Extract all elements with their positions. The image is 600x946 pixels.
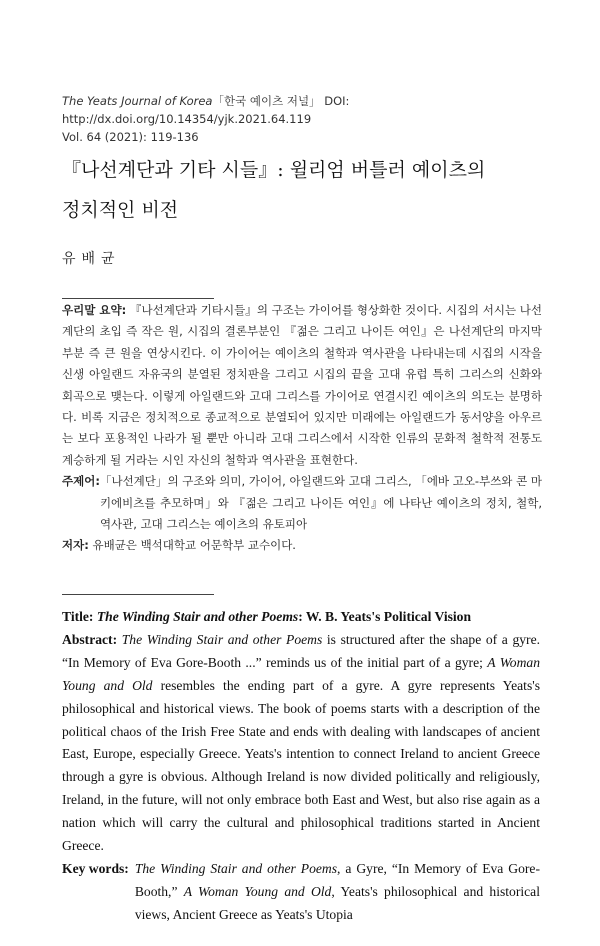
kw-italic-poem: A Woman Young and Old: [183, 883, 332, 899]
abstract-text-2: resembles the ending part of a gyre. A gyre represents Yeats's philosophical and historical views. The book of poems starts with a description of the political chaos of the Irish Free State and ends with dealing with landscapes of ancient East, Europe, especially Greece. Yeats's intention to connect Ireland to ancient Greece through a gyre is obvious. Although Ireland is now divided politically and religiously, Ireland, in the future, will not only embrace both East and West, but also rise again as a nation which will carry the cultural and philosophical traditions started in Ancient Greece.: [62, 677, 540, 854]
korean-keywords-label: 주제어:: [62, 474, 100, 489]
kw-italic-book: The Winding Stair and other Poems: [134, 860, 338, 876]
korean-summary: [62, 300, 542, 471]
korean-author-note: [62, 535, 542, 556]
volume-info: Vol. 64 (2021): 119-136: [62, 130, 199, 144]
kw-text-2: , Yeats's philosophical and historical views, Ancient Greece as Yeats's Utopia: [134, 883, 540, 922]
korean-section-divider: [62, 298, 214, 299]
english-abstract-section: [62, 606, 540, 927]
korean-summary-text: 『나선계단과 기타시들』의 구조는 가이어를 형상화한 것이다. 시집의 서시는 나선계단의 초입 즉 작은 원, 시집의 결론부분인 『젊은 그리고 나이든 여인』은 나선계단의 마지막 부분 즉 큰 원을 연상시킨다. 이 가이어는 예이츠의 철학과 역사관을 나타내는데 시집의 시작을 신생 아일랜드 자유국의 분열된 정치판을 그리고 시집의 끝을 고대 유럽 특히 그리스의 신화와 회곡으로 맺는다. 이렇게 아일랜드와 고대 그리스를 가이어로 연결시킨 예이츠의 의도는 분명하다. 비록 지금은 정치적으로 종교적으로 분열되어 있지만 미래에는 아일랜드가 동서양을 아우르는 보다 포용적인 나라가 될 뿐만 아니라 고대 그리스에서 시작한 인류의 문화적 철학적 전통도 계승하게 될 거라는 시인 자신의 철학과 역사관을 표현한다.: [62, 303, 542, 467]
journal-name: The Yeats Journal of Korea: [62, 94, 213, 108]
korean-abstract-section: [62, 300, 542, 557]
title-line-1: 『나선계단과 기타 시들』: 윌리엄 버틀러 예이츠의: [62, 159, 486, 181]
korean-keywords: [62, 471, 542, 535]
korean-author-text: 유배균은 백석대학교 어문학부 교수이다.: [88, 538, 296, 553]
journal-header: [62, 92, 562, 146]
abstract-text-1: is structured after the shape of a gyre. “In Memory of Eva Gore-Booth ...” reminds us of the initial part of a gyre;: [62, 631, 540, 670]
english-abstract-label: Abstract:: [62, 631, 118, 647]
english-title-rest: : W. B. Yeats's Political Vision: [298, 609, 472, 624]
abstract-italic-book: The Winding Stair and other Poems: [121, 631, 323, 647]
citation-line: [62, 92, 562, 128]
paper-title: [62, 150, 562, 230]
english-keywords: [62, 858, 540, 927]
english-abstract: [62, 629, 540, 858]
korean-summary-label: 우리말 요약:: [62, 303, 127, 317]
english-keywords-label: Key words:: [62, 860, 129, 876]
title-line-2: 정치적인 비전: [62, 199, 179, 221]
kw-text-1: , a Gyre, “In Memory of Eva Gore-Booth,”: [134, 860, 540, 899]
english-title-book: The Winding Stair and other Poems: [96, 609, 299, 624]
korean-keywords-text: 「나선계단」의 구조와 의미, 가이어, 아일랜드와 고대 그리스, 「에바 고오-부쓰와 콘 마키에비츠를 추모하며」와 『젊은 그리고 나이든 여인』에 나타난 예이츠의 정치, 철학, 역사관, 고대 그리스는 예이츠의 유토피아: [99, 474, 542, 532]
author-name: 유배균: [62, 251, 121, 267]
english-section-divider: [62, 594, 214, 595]
english-title: [62, 606, 540, 629]
english-title-label: Title:: [62, 609, 94, 624]
korean-author-label: 저자:: [62, 538, 89, 553]
english-keywords-text: [135, 858, 540, 927]
doi-link[interactable]: DOI: http://dx.doi.org/10.14354/yjk.2021.64.119: [62, 94, 350, 126]
journal-name-korean: 「한국 예이츠 저널」: [212, 94, 321, 108]
abstract-italic-poem: A Woman Young and Old: [62, 654, 540, 693]
